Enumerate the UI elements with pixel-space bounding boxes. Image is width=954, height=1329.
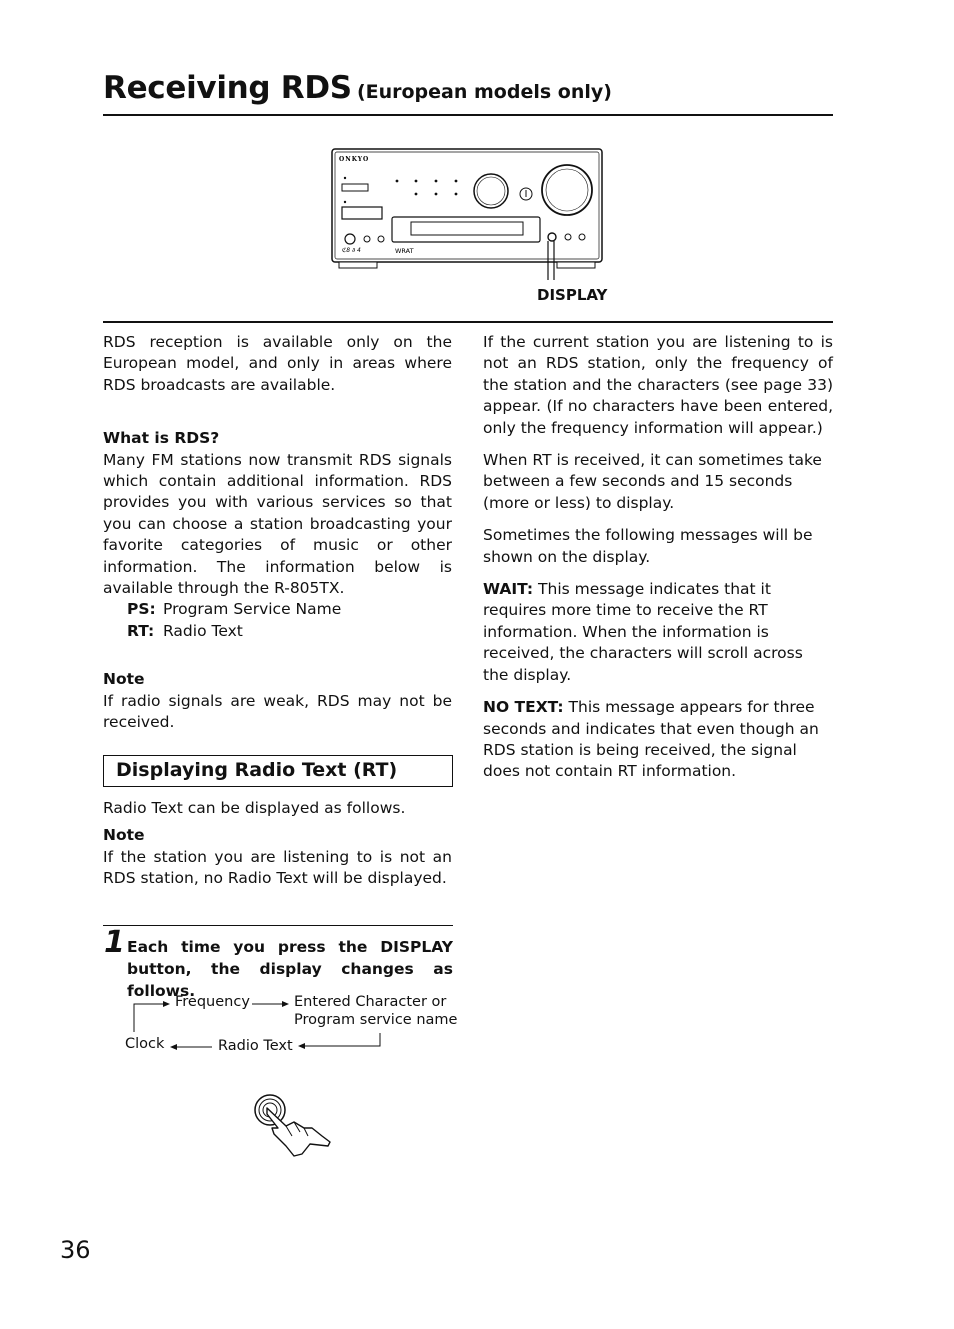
title-main: Receiving RDS xyxy=(103,70,352,106)
right-paragraph-1: If the current station you are listening to is not an RDS station, only the frequency of the station and the characters (see page 33) appear. (If no characters have been entered, only the frequency information will appear.) xyxy=(483,333,833,437)
definition-ps xyxy=(127,599,452,620)
hand-press-icon xyxy=(250,1092,335,1160)
what-is-rds-heading: What is RDS? xyxy=(103,429,220,448)
flow-clock: Clock xyxy=(125,1036,165,1052)
note-body: If radio signals are weak, RDS may not be received. xyxy=(103,691,452,732)
definition-desc: Program Service Name xyxy=(163,600,342,619)
section-intro: Radio Text can be displayed as follows. xyxy=(103,799,406,817)
title-sub: (European models only) xyxy=(356,81,612,103)
right-paragraph-3: Sometimes the following messages will be shown on the display. xyxy=(483,526,813,566)
notext-message xyxy=(483,697,833,783)
definition-term: RT: xyxy=(127,621,155,640)
notext-label: NO TEXT: xyxy=(483,698,564,717)
definition-desc: Radio Text xyxy=(163,621,243,640)
what-is-rds-body: Many FM stations now transmit RDS signals which contain additional information. RDS provides you with various services so that you can choose a station broadcasting your favorite categories of music or other information. The information below is available through the R-805TX. xyxy=(103,450,452,598)
definition-term: PS: xyxy=(127,600,156,619)
right-column xyxy=(483,332,833,783)
page-title xyxy=(103,70,612,106)
wait-text: This message indicates that it requires more time to receive the RT information. When the information is received, the characters will scroll across the display. xyxy=(483,580,803,684)
title-rule xyxy=(103,114,833,116)
step-instruction: Each time you press the DISPLAY button, the display changes as follows. xyxy=(127,938,453,1000)
section-heading-box xyxy=(103,755,453,787)
notext-text: This message appears for three seconds and indicates that even though an RDS station is being received, the signal does not contain RT information. xyxy=(483,698,819,781)
definition-rt xyxy=(127,621,452,642)
wait-message xyxy=(483,579,833,686)
right-paragraph-2: When RT is received, it can sometimes take between a few seconds and 15 seconds (more or less) to display. xyxy=(483,451,822,512)
receiver-illustration xyxy=(325,145,610,280)
intro-paragraph: RDS reception is available only on the European model, and only in areas where RDS broadcasts are available. xyxy=(103,333,452,394)
note2-heading: Note xyxy=(103,826,145,845)
display-callout-label: DISPLAY xyxy=(537,286,608,304)
wait-label: WAIT: xyxy=(483,580,534,599)
flow-entered-line2: Program service name xyxy=(294,1012,458,1028)
section-rule xyxy=(103,321,833,323)
svg-text:ℭ8 ∂ 4: ℭ8 ∂ 4 xyxy=(342,247,361,254)
flow-entered-line1: Entered Character or xyxy=(294,994,447,1010)
note2-body: If the station you are listening to is not an RDS station, no Radio Text will be displayed. xyxy=(103,847,452,888)
flow-radio-text: Radio Text xyxy=(218,1038,293,1054)
definition-list xyxy=(103,599,452,642)
note-heading: Note xyxy=(103,670,145,689)
step-rule xyxy=(103,925,453,926)
section-heading: Displaying Radio Text (RT) xyxy=(116,759,398,781)
step-number: 1 xyxy=(104,925,125,960)
left-column xyxy=(103,332,452,734)
panel-text: WRAT xyxy=(395,247,414,255)
page-number: 36 xyxy=(60,1236,91,1264)
flow-frequency: Frequency xyxy=(175,994,250,1010)
brand-logo: ONKYO xyxy=(339,156,370,163)
section-content xyxy=(103,798,452,890)
